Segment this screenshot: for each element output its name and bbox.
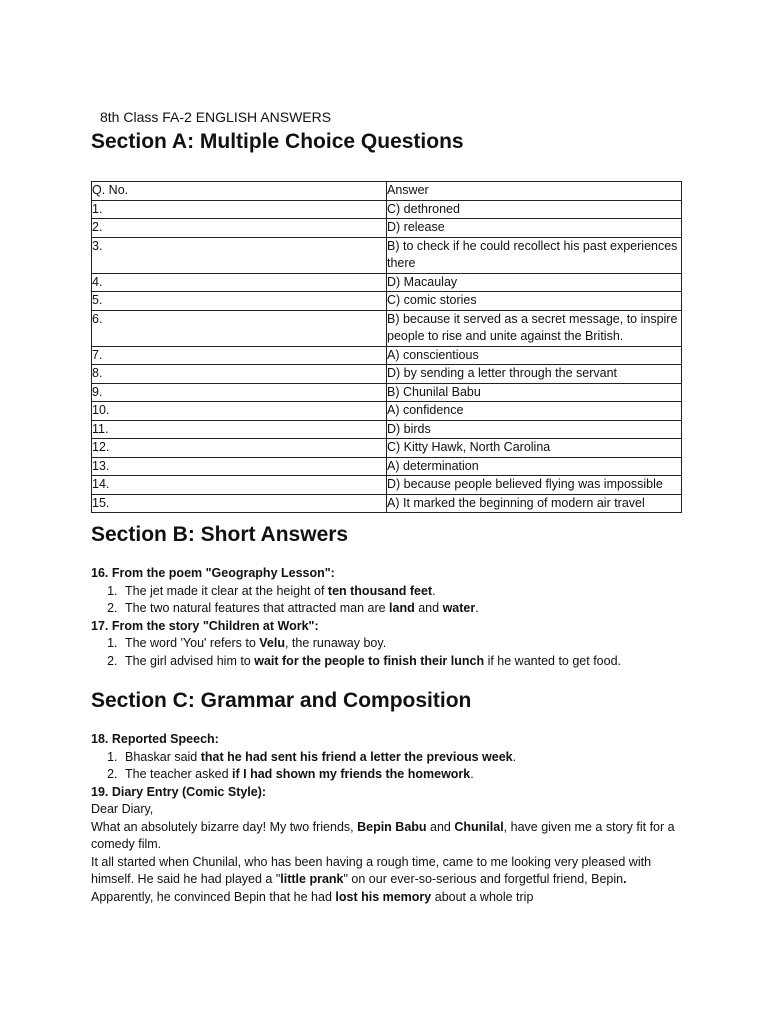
qno-cell: 15. (92, 494, 387, 513)
qno-cell: 6. (92, 310, 387, 346)
answer-cell: A) conscientious (387, 346, 682, 365)
q18-heading: 18. Reported Speech: (91, 732, 219, 746)
answer-cell: D) birds (387, 420, 682, 439)
qno-cell: 12. (92, 439, 387, 458)
table-row (92, 200, 682, 219)
section-b-title: Section B: Short Answers (91, 523, 349, 546)
answer-cell: B) because it served as a secret message, to inspire people to rise and unite against the British. (387, 310, 682, 346)
qno-cell: 9. (92, 383, 387, 402)
q17-answer-list (91, 635, 681, 670)
qno-cell: 2. (92, 219, 387, 238)
qno-cell: 3. (92, 237, 387, 273)
answer-cell: D) by sending a letter through the servant (387, 365, 682, 384)
table-row (92, 292, 682, 311)
header-qno: Q. No. (92, 182, 387, 201)
q16-answer-list (91, 583, 681, 618)
table-row (92, 402, 682, 421)
answer-cell: D) release (387, 219, 682, 238)
list-item: 1. The word 'You' refers to Velu, the runaway boy. (121, 635, 681, 653)
table-row (92, 310, 682, 346)
list-item: 2. The two natural features that attracted man are land and water. (121, 600, 681, 618)
q18-answer-list (91, 749, 681, 784)
answer-cell: B) Chunilal Babu (387, 383, 682, 402)
section-c-title: Section C: Grammar and Composition (91, 689, 472, 712)
section-a-title: Section A: Multiple Choice Questions (91, 130, 464, 153)
answer-cell: C) Kitty Hawk, North Carolina (387, 439, 682, 458)
mcq-answer-table (91, 181, 682, 513)
answer-cell: A) It marked the beginning of modern air travel (387, 494, 682, 513)
table-header-row (92, 182, 682, 201)
q17-heading: 17. From the story "Children at Work": (91, 618, 319, 633)
header-answer: Answer (387, 182, 682, 201)
qno-cell: 11. (92, 420, 387, 439)
answer-cell: C) comic stories (387, 292, 682, 311)
table-row (92, 383, 682, 402)
diary-paragraph-1: What an absolutely bizarre day! My two friends, Bepin Babu and Chunilal, have given me a story fit for a comedy film. (91, 819, 675, 851)
qno-cell: 13. (92, 457, 387, 476)
table-row (92, 476, 682, 495)
qno-cell: 1. (92, 200, 387, 219)
answer-cell: A) confidence (387, 402, 682, 421)
class-title: 8th Class FA-2 ENGLISH ANSWERS (100, 109, 332, 125)
qno-cell: 5. (92, 292, 387, 311)
list-item: 1. Bhaskar said that he had sent his friend a letter the previous week. (121, 749, 681, 767)
q16-heading: 16. From the poem "Geography Lesson": (91, 566, 335, 580)
table-row (92, 420, 682, 439)
answer-cell: B) to check if he could recollect his past experiences there (387, 237, 682, 273)
answer-cell: A) determination (387, 457, 682, 476)
table-row (92, 365, 682, 384)
qno-cell: 7. (92, 346, 387, 365)
diary-salutation: Dear Diary, (91, 802, 154, 816)
qno-cell: 4. (92, 273, 387, 292)
table-row (92, 439, 682, 458)
qno-cell: 14. (92, 476, 387, 495)
answer-cell: C) dethroned (387, 200, 682, 219)
answer-cell: D) because people believed flying was impossible (387, 476, 682, 495)
diary-paragraph-2: It all started when Chunilal, who has been having a rough time, came to me looking very pleased with himself. He said he had played a "little prank" on our ever-so-serious and forgetful friend, Bepin. Apparently, he convinced Bepin that he had lost his memory about a whole trip (91, 854, 652, 904)
table-row (92, 494, 682, 513)
list-item: 1. The jet made it clear at the height of ten thousand feet. (121, 583, 681, 601)
list-item: 2. The teacher asked if I had shown my friends the homework. (121, 766, 681, 784)
table-row (92, 219, 682, 238)
qno-cell: 8. (92, 365, 387, 384)
table-row (92, 457, 682, 476)
list-item: 2. The girl advised him to wait for the people to finish their lunch if he wanted to get food. (121, 653, 681, 671)
document-page (91, 108, 681, 906)
answer-cell: D) Macaulay (387, 273, 682, 292)
table-row (92, 273, 682, 292)
qno-cell: 10. (92, 402, 387, 421)
table-row (92, 237, 682, 273)
table-row (92, 346, 682, 365)
q19-heading: 19. Diary Entry (Comic Style): (91, 784, 267, 799)
